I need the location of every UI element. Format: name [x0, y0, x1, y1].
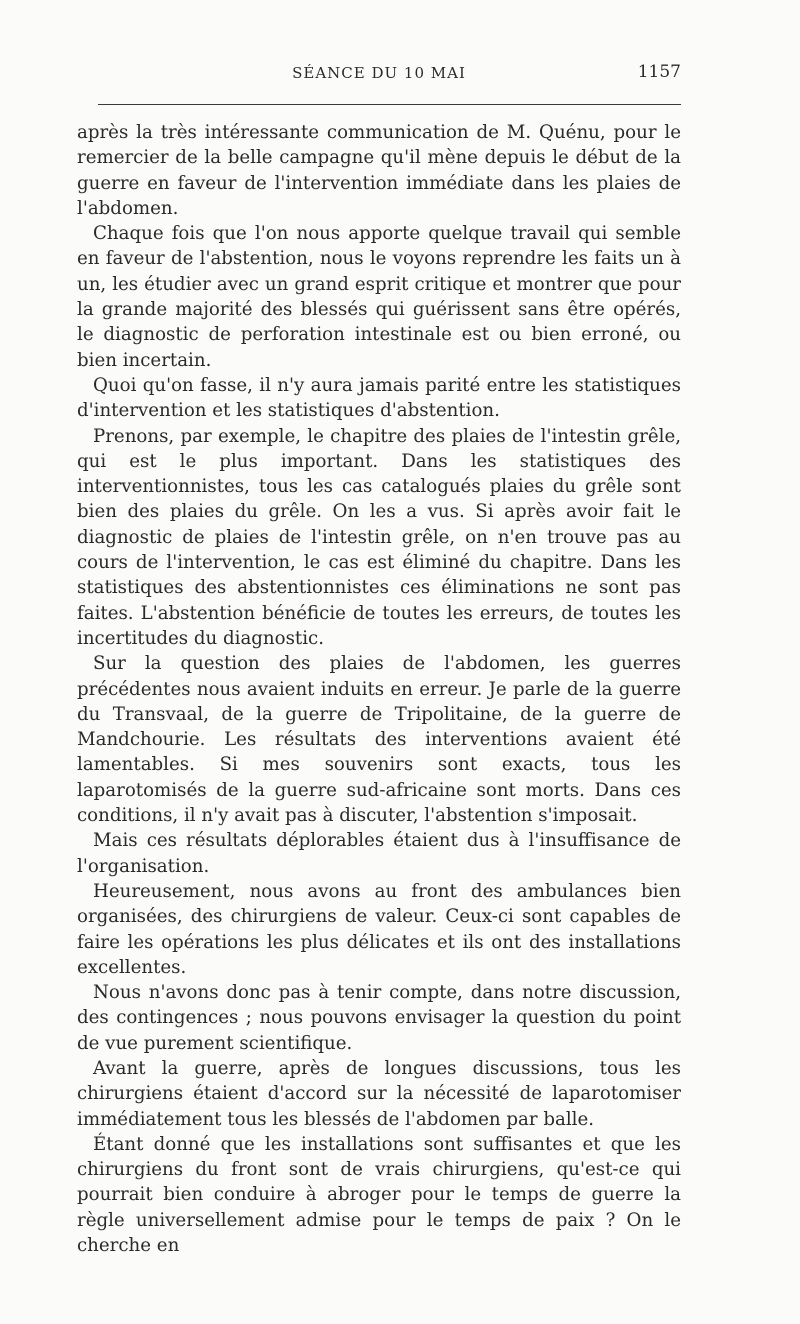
paragraph: Quoi qu'on fasse, il n'y aura jamais parité entre les statistiques d'intervention et les statistiques d'abstention. — [77, 374, 681, 422]
page-number: 1157 — [637, 62, 681, 82]
paragraph: Étant donné que les installations sont suffisantes et que les chirurgiens du front sont de vrais chirurgiens, qu'est-ce qui pourrait bien conduire à abroger pour le temps de guerre la règle universellement admise pour le temps de paix ? On le cherche en — [77, 1133, 681, 1257]
paragraph: Nous n'avons donc pas à tenir compte, dans notre discussion, des contingences ; nous pouvons envisager la question du point de vue purement scientifique. — [77, 982, 681, 1054]
body-text — [77, 120, 681, 1258]
document-page — [77, 58, 681, 1257]
paragraph: Avant la guerre, après de longues discussions, tous les chirurgiens étaient d'accord sur la nécessité de laparotomiser immédiatement tous les blessés de l'abdomen par balle. — [77, 1057, 681, 1130]
paragraph: Heureusement, nous avons au front des ambulances bien organisées, des chirurgiens de valeur. Ceux-ci sont capables de faire les opérations les plus délicates et ils ont des installations excellentes. — [77, 880, 681, 978]
paragraph: Chaque fois que l'on nous apporte quelque travail qui semble en faveur de l'abstention, nous le voyons reprendre les faits un à un, les étudier avec un grand esprit critique et montrer que pour la grande majorité des blessés qui guérissent sans être opérés, le diagnostic de perforation intestinale est ou bien erroné, ou bien incertain. — [77, 223, 681, 371]
header-rule — [98, 104, 681, 105]
paragraph: Sur la question des plaies de l'abdomen, les guerres précédentes nous avaient induits en erreur. Je parle de la guerre du Transvaal, de la guerre de Tripolitaine, de la guerre de Mandchourie. Les résultats des interventions avaient été lamentables. Si mes souvenirs sont exacts, tous les laparotomisés de la guerre sud-africaine sont morts. Dans ces conditions, il n'y avait pas à discuter, l'abstention s'imposait. — [77, 653, 681, 827]
paragraph: après la très intéressante communication de M. Quénu, pour le remercier de la belle campagne qu'il mène depuis le début de la guerre en faveur de l'intervention immédiate dans les plaies de l'abdomen. — [77, 122, 681, 219]
header-title: SÉANCE DU 10 MAI — [292, 64, 466, 82]
paragraph: Prenons, par exemple, le chapitre des plaies de l'intestin grêle, qui est le plus important. Dans les statistiques des interventionnistes, tous les cas catalogués plaies du grêle sont bien des plaies du grêle. On les a vus. Si après avoir fait le diagnostic de plaies de l'intestin grêle, on n'en trouve pas au cours de l'intervention, le cas est éliminé du chapitre. Dans les statistiques des abstentionnistes ces éliminations ne sont pas faites. L'abstention bénéficie de toutes les erreurs, de toutes les incertitudes du diagnostic. — [77, 425, 681, 649]
running-head — [77, 58, 681, 88]
paragraph: Mais ces résultats déplorables étaient dus à l'insuffisance de l'organisation. — [77, 830, 681, 877]
